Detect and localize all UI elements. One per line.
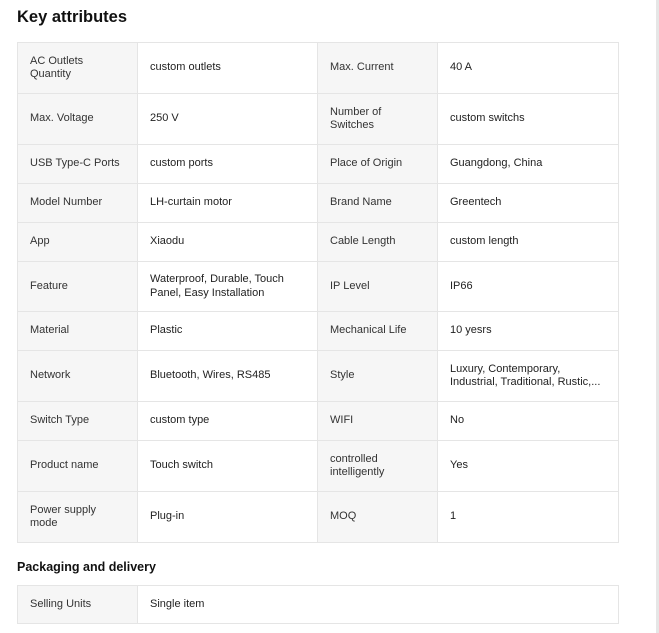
attr-key: Style xyxy=(318,351,438,402)
attr-value: 250 V xyxy=(138,94,318,145)
attr-key: Feature xyxy=(18,262,138,312)
table-row xyxy=(18,351,619,402)
table-row xyxy=(18,441,619,492)
attr-value: Touch switch xyxy=(138,441,318,492)
attr-value: Guangdong, China xyxy=(438,145,619,184)
table-row xyxy=(18,402,619,441)
attr-value: Waterproof, Durable, Touch Panel, Easy Installation xyxy=(138,262,318,312)
attr-key: WIFI xyxy=(318,402,438,441)
attr-value: custom type xyxy=(138,402,318,441)
attr-value: Plastic xyxy=(138,312,318,351)
attr-value-text: Luxury, Contemporary, Industrial, Traditional, Rustic,... xyxy=(450,362,601,388)
attr-value xyxy=(438,351,619,402)
attr-key: Mechanical Life xyxy=(318,312,438,351)
table-row xyxy=(18,43,619,94)
table-row xyxy=(18,492,619,543)
table-row xyxy=(18,94,619,145)
table-row xyxy=(18,184,619,223)
packaging-table xyxy=(17,585,619,624)
attr-key: Network xyxy=(18,351,138,402)
attr-key: Material xyxy=(18,312,138,351)
attr-key: App xyxy=(18,223,138,262)
attr-key: controlled intelligently xyxy=(318,441,438,492)
attr-key: Max. Current xyxy=(318,43,438,94)
attr-value: IP66 xyxy=(438,262,619,312)
attr-key: Power supply mode xyxy=(18,492,138,543)
attr-value: custom outlets xyxy=(138,43,318,94)
attr-value: Greentech xyxy=(438,184,619,223)
attr-value: custom switchs xyxy=(438,94,619,145)
attr-key: Brand Name xyxy=(318,184,438,223)
attr-value: 40 A xyxy=(438,43,619,94)
attr-key: Cable Length xyxy=(318,223,438,262)
table-row xyxy=(18,223,619,262)
attr-value: Bluetooth, Wires, RS485 xyxy=(138,351,318,402)
key-attributes-heading: Key attributes xyxy=(17,8,128,26)
attr-key: Place of Origin xyxy=(318,145,438,184)
attr-key: Model Number xyxy=(18,184,138,223)
attr-key: Switch Type xyxy=(18,402,138,441)
attr-value: 1 xyxy=(438,492,619,543)
table-row xyxy=(18,312,619,351)
attr-key: Max. Voltage xyxy=(18,94,138,145)
attr-value: Xiaodu xyxy=(138,223,318,262)
attr-value: LH-curtain motor xyxy=(138,184,318,223)
attr-value: No xyxy=(438,402,619,441)
table-row xyxy=(18,145,619,184)
attr-value: Plug-in xyxy=(138,492,318,543)
attr-key: AC Outlets Quantity xyxy=(18,43,138,94)
attr-key: MOQ xyxy=(318,492,438,543)
attr-key: Selling Units xyxy=(18,586,138,624)
attr-key: IP Level xyxy=(318,262,438,312)
attr-value: 10 yesrs xyxy=(438,312,619,351)
key-attributes-table xyxy=(17,42,619,543)
attr-value: custom ports xyxy=(138,145,318,184)
attr-key: Number of Switches xyxy=(318,94,438,145)
table-row xyxy=(18,586,619,624)
attr-key: USB Type-C Ports xyxy=(18,145,138,184)
table-row xyxy=(18,262,619,312)
attr-value: Single item xyxy=(138,586,619,624)
attr-key: Product name xyxy=(18,441,138,492)
packaging-heading: Packaging and delivery xyxy=(17,560,156,574)
attr-value: custom length xyxy=(438,223,619,262)
attr-value: Yes xyxy=(438,441,619,492)
